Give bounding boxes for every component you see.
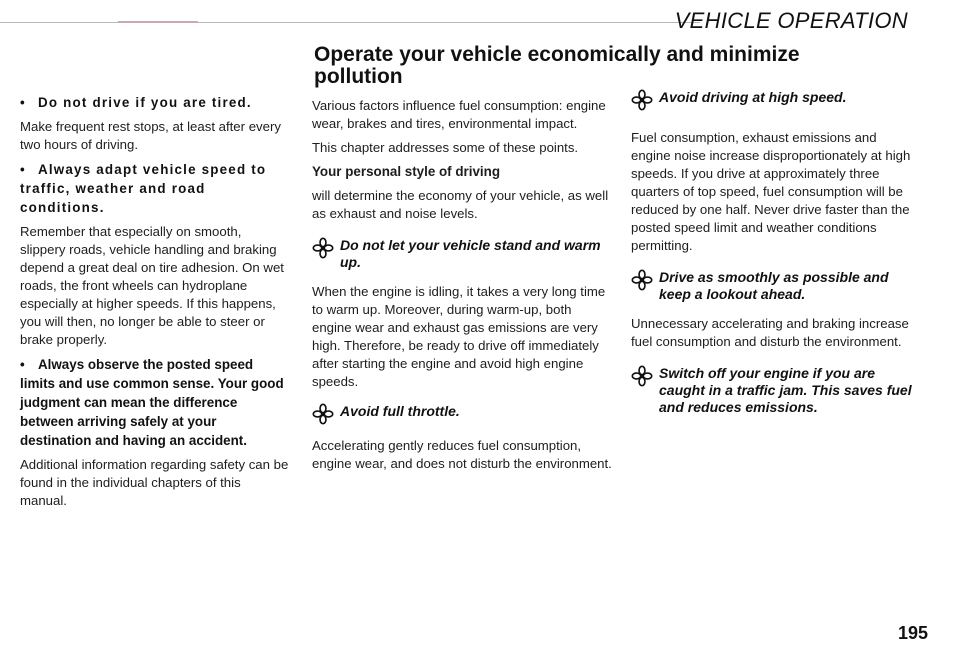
environment-leaf-icon xyxy=(631,89,653,111)
tip-drive-smoothly: Drive as smoothly as possible and keep a lookout ahead. xyxy=(631,269,919,303)
column-middle xyxy=(312,97,612,479)
environment-leaf-icon xyxy=(631,269,653,291)
paragraph-high-speed-consumption: Fuel consumption, exhaust emissions and engine noise increase disproportionately at high speeds. If you drive at approximately three quarters of top speed, fuel consumption will be reduced by one half. Never drive faster than the posted speed limit and weather conditions permitting. xyxy=(631,130,911,253)
environment-leaf-icon xyxy=(631,365,653,387)
paragraph-tire-adhesion: Remember that especially on smooth, slippery roads, vehicle handling and braking depend a great deal on tire adhesion. On wet roads, the front wheels can hydroplane especially at higher speeds. If this happens, you will then, no longer be able to steer or brake properly. xyxy=(20,224,284,347)
paragraph-rest-stops: Make frequent rest stops, at least after every two hours of driving. xyxy=(20,119,281,152)
subhead-driving-style: Your personal style of driving xyxy=(312,164,500,179)
environment-leaf-icon xyxy=(312,237,334,259)
page-title: Operate your vehicle economically and minimize pollution xyxy=(314,43,800,88)
paragraph-unnecessary-braking: Unnecessary accelerating and braking increase fuel consumption and disturb the environment. xyxy=(631,316,909,349)
header-rule xyxy=(0,22,700,23)
paragraph-idling: When the engine is idling, it takes a very long time to warm up. Moreover, during warm-up, both engine wear and exhaust gas emissions are very high. Therefore, be ready to drive off immediately after starting the engine and avoid high engine speeds. xyxy=(312,284,606,389)
bullet-heading-adapt-speed: • Always adapt vehicle speed to traffic, weather and road conditions. xyxy=(20,162,267,215)
paragraph-accelerating-gently: Accelerating gently reduces fuel consumption, engine wear, and does not disturb the environment. xyxy=(312,438,612,471)
page-number: 195 xyxy=(897,623,928,643)
column-right xyxy=(631,89,919,428)
environment-leaf-icon xyxy=(312,403,334,425)
paragraph-fuel-factors: Various factors influence fuel consumption: engine wear, brakes and tires, environmental impact. xyxy=(312,98,606,131)
tip-high-speed: Avoid driving at high speed. xyxy=(631,89,919,111)
section-title: VEHICLE OPERATION xyxy=(674,8,908,33)
bullet-heading-speed-limits: • Always observe the posted speed limits and use common sense. Your good judgment can mean the difference between arriving safely at your destination and having an accident. xyxy=(20,357,284,448)
header-rule-accent xyxy=(118,21,198,23)
bullet-dot-icon: • xyxy=(20,162,26,177)
bullet-heading-tired: • Do not drive if you are tired. xyxy=(20,95,252,110)
column-left xyxy=(20,93,290,516)
paragraph-additional-info: Additional information regarding safety can be found in the individual chapters of this manual. xyxy=(20,457,289,508)
tip-warm-up: Do not let your vehicle stand and warm up. xyxy=(312,237,612,271)
tip-traffic-jam: Switch off your engine if you are caught in a traffic jam. This saves fuel and reduces emissions. xyxy=(631,365,919,416)
tip-full-throttle: Avoid full throttle. xyxy=(312,403,612,425)
paragraph-economy: will determine the economy of your vehicle, as well as exhaust and noise levels. xyxy=(312,188,609,221)
bullet-dot-icon: • xyxy=(20,95,26,110)
paragraph-chapter-points: This chapter addresses some of these points. xyxy=(312,140,579,155)
bullet-dot-icon: • xyxy=(20,357,25,372)
